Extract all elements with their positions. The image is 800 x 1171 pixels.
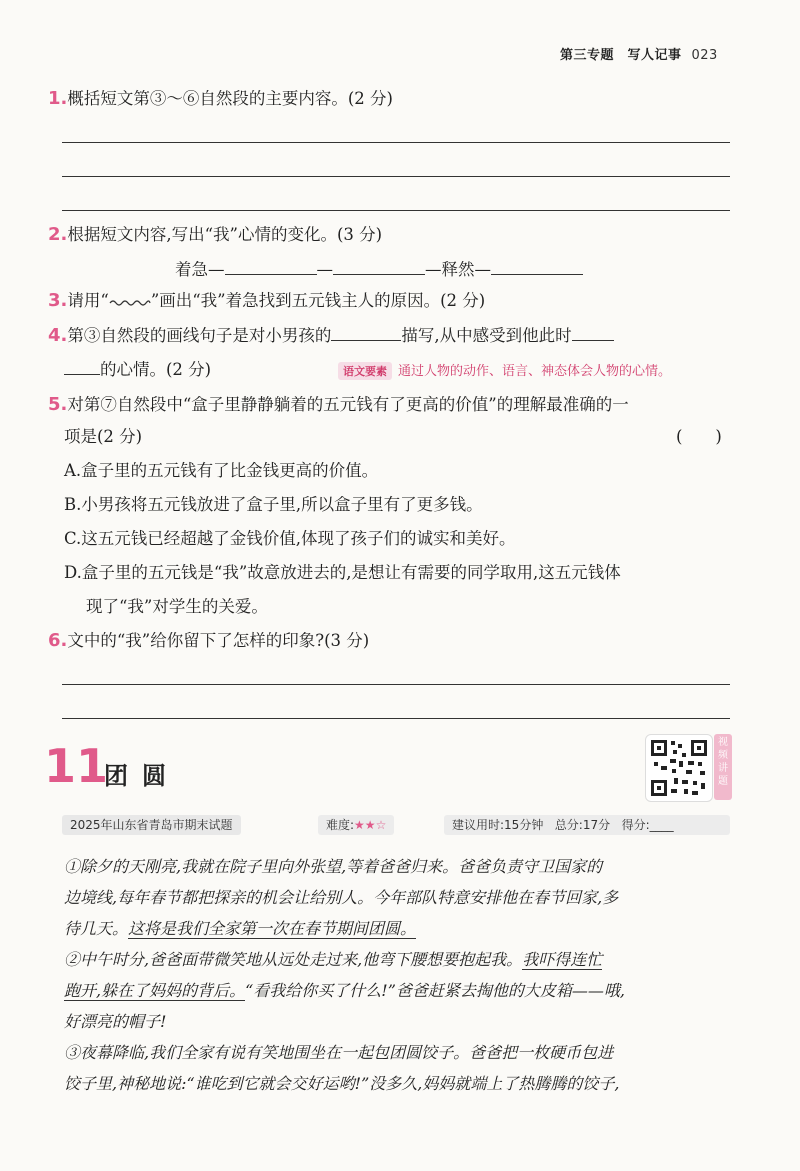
option-b[interactable]: B.小男孩将五元钱放进了盒子里,所以盒子里有了更多钱。: [64, 495, 483, 514]
blank-feeling-part2[interactable]: [64, 358, 100, 375]
question-2: [48, 224, 382, 246]
answer-line[interactable]: [62, 684, 730, 685]
underlined-sentence: 我吓得连忙: [522, 950, 603, 969]
passage-line: ①除夕的天刚亮,我就在院子里向外张望,等着爸爸归来。爸爸负责守卫国家的: [64, 857, 603, 876]
question-number: 6.: [48, 630, 68, 651]
answer-line[interactable]: [62, 718, 730, 719]
question-text-pre: 第③自然段的画线句子是对小男孩的: [67, 326, 332, 345]
question-number: 3.: [48, 290, 68, 311]
hint-box: [338, 360, 671, 380]
emotion-start: 着急—: [175, 260, 225, 279]
emotion-mid: —释然—: [425, 260, 491, 279]
wavy-line-icon: [109, 294, 151, 306]
question-3: [48, 290, 485, 312]
underlined-sentence: 跑开,躲在了妈妈的背后。: [64, 981, 246, 1000]
passage-line: ③夜幕降临,我们全家有说有笑地围坐在一起包团圆饺子。爸爸把一枚硬币包进: [64, 1043, 614, 1062]
option-c[interactable]: C.这五元钱已经超越了金钱价值,体现了孩子们的诚实和美好。: [64, 529, 516, 548]
passage-line: [64, 944, 734, 975]
question-text: 根据短文内容,写出“我”心情的变化。(3 分): [67, 225, 383, 244]
passage-line: 边境线,每年春节都把探亲的机会让给别人。今年部队特意安排他在春节回家,多: [64, 888, 619, 907]
score-text: 得分:____: [621, 818, 674, 832]
question-number: 2.: [48, 224, 68, 245]
question-5: [48, 394, 629, 416]
question-text-pre: 请用“: [67, 291, 109, 310]
source-tag: 2025年山东省青岛市期末试题: [62, 815, 241, 835]
blank-description-type[interactable]: [331, 324, 401, 341]
question-4: [48, 324, 614, 347]
blank-emotion-3[interactable]: [491, 258, 583, 275]
page-number: 023: [691, 48, 718, 63]
passage-text: ②中午时分,爸爸面带微笑地从远处走过来,他弯下腰想要抱起我。: [64, 950, 523, 969]
question-text-mid: 描写,从中感受到他此时: [401, 326, 572, 345]
question-text: 对第⑦自然段中“盒子里静静躺着的五元钱有了更高的价值”的理解最准确的一: [67, 395, 629, 414]
page-header: [560, 44, 718, 63]
difficulty-label: 难度:: [326, 818, 355, 832]
video-label: 视频讲题: [714, 734, 732, 800]
option-d-cont: 现了“我”对学生的关爱。: [86, 597, 268, 616]
passage-line: [64, 975, 734, 1006]
passage-line: 好漂亮的帽子!: [64, 1012, 167, 1031]
passage-text: 待几天。: [64, 919, 129, 938]
blank-emotion-2[interactable]: [333, 258, 425, 275]
passage-line: [64, 913, 734, 944]
option-a[interactable]: A.盒子里的五元钱有了比金钱更高的价值。: [64, 461, 379, 480]
question-text: 文中的“我”给你留下了怎样的印象?(3 分): [67, 631, 370, 650]
total-text: 总分:17分: [554, 818, 611, 832]
emotion-dash: —: [316, 260, 333, 279]
question-number: 1.: [48, 88, 68, 109]
question-6: [48, 630, 369, 652]
underlined-sentence: 这将是我们全家第一次在春节期间团圆。: [128, 919, 417, 938]
answer-line[interactable]: [62, 210, 730, 211]
question-4-line2: [64, 358, 211, 381]
answer-paren[interactable]: [676, 426, 722, 448]
question-text-end: 的心情。(2 分): [100, 360, 212, 379]
passage: [64, 851, 734, 1099]
blank-emotion-1[interactable]: [225, 258, 317, 275]
hint-badge: 语文要素: [338, 362, 392, 380]
emotion-chain: [175, 258, 583, 281]
question-number: 5.: [48, 394, 68, 415]
stats-tag: [444, 815, 730, 835]
question-text-cont: 项是(2 分): [64, 427, 143, 446]
qr-code-icon[interactable]: [645, 734, 713, 802]
section-number: 11: [44, 739, 109, 793]
answer-line[interactable]: [62, 176, 730, 177]
difficulty-stars: ★★☆: [354, 818, 387, 832]
blank-feeling-part1[interactable]: [572, 324, 614, 341]
qr-pattern: [646, 735, 712, 801]
question-number: 4.: [48, 325, 68, 346]
question-text-post: ”画出“我”着急找到五元钱主人的原因。(2 分): [150, 291, 486, 310]
question-1: [48, 88, 393, 110]
difficulty-tag: [318, 815, 394, 835]
option-d[interactable]: D.盒子里的五元钱是“我”故意放进去的,是想让有需要的同学取用,这五元钱体: [64, 563, 621, 582]
section-title: 团圆: [104, 762, 180, 790]
answer-paren-text: ( ): [676, 427, 722, 446]
passage-text: “看我给你买了什么!”爸爸赶紧去掏他的大皮箱——哦,: [245, 981, 625, 1000]
answer-line[interactable]: [62, 142, 730, 143]
time-text: 建议用时:15分钟: [452, 818, 544, 832]
question-text: 概括短文第③～⑥自然段的主要内容。(2 分): [67, 89, 393, 108]
passage-line: 饺子里,神秘地说:“谁吃到它就会交好运哟!”没多久,妈妈就端上了热腾腾的饺子,: [64, 1074, 620, 1093]
header-title: 第三专题 写人记事: [560, 48, 682, 63]
question-5-line2: [64, 426, 142, 448]
hint-text: 通过人物的动作、语言、神态体会人物的心情。: [398, 364, 672, 379]
